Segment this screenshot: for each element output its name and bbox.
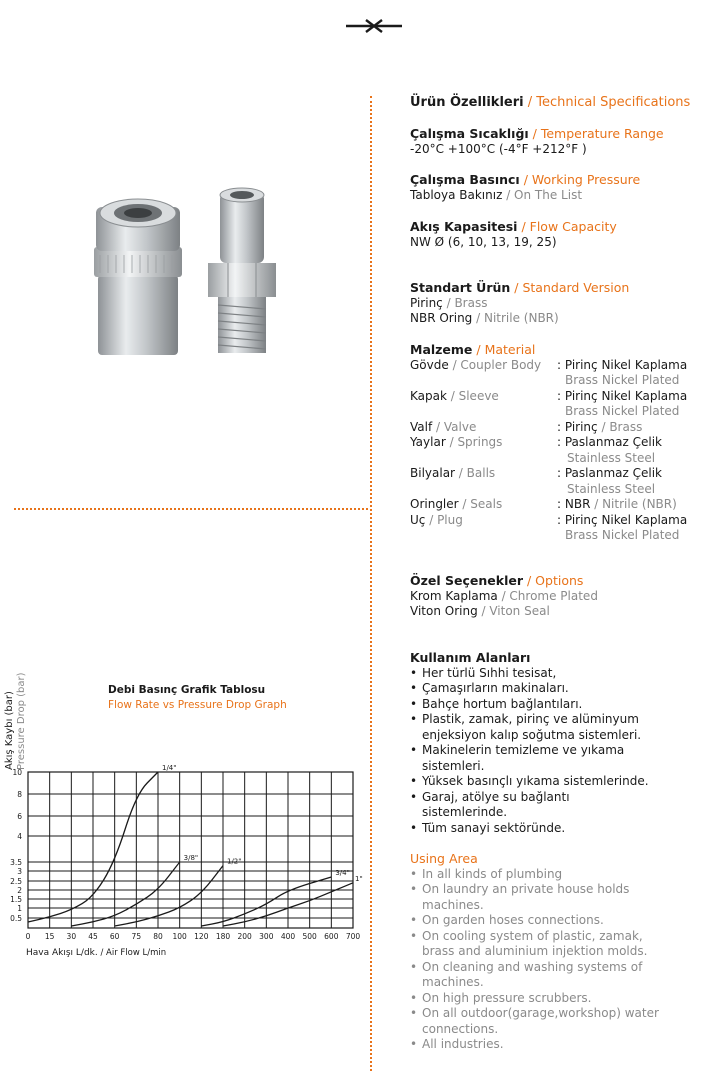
list-item: • Tüm sanayi sektöründe. <box>410 821 650 837</box>
x-tick-label: 15 <box>44 932 55 941</box>
series-line <box>115 866 223 926</box>
usage-tr-list <box>410 666 650 837</box>
material-row-springs: Yaylar / Springs : Paslanmaz Çelik <box>410 435 662 449</box>
list-item: • Makinelerin temizleme ve yıkama sistemleri. <box>410 743 650 774</box>
material-row-plug: Uç / Plug : Pirinç Nikel Kaplama <box>410 512 688 527</box>
series-label: 1" <box>355 874 363 883</box>
temperature-spec: Çalışma Sıcaklığı / Temperature Range -20°C +100°C (-4°F +212°F ) <box>410 126 664 156</box>
list-item: • On high pressure scrubbers. <box>410 991 670 1007</box>
plot-frame <box>28 772 353 928</box>
chart-subtitle: Flow Rate vs Pressure Drop Graph <box>108 699 287 711</box>
chart-title-block <box>108 683 287 713</box>
coupler-body <box>94 199 182 355</box>
material-row-seals: Oringler / Seals : NBR / Nitrile (NBR) <box>410 497 677 511</box>
x-tick-label: 30 <box>66 932 77 941</box>
series-label: 3/4" <box>335 869 350 877</box>
list-item: • Plastik, zamak, pirinç ve alüminyum enjeksiyon kalıp soğutma sistemleri. <box>410 712 650 743</box>
y-tick-label: 1 <box>17 904 22 913</box>
list-item: • Yüksek basınçlı yıkama sistemlerinde. <box>410 774 650 790</box>
x-tick-label: 200 <box>237 932 252 941</box>
y-tick-label: 10 <box>12 768 22 777</box>
pressure-drop-chart <box>0 760 370 945</box>
x-tick-label: 75 <box>131 932 142 941</box>
options-spec: Özel Seçenekler / Options Krom Kaplama / Chrome Plated Viton Oring / Viton Seal <box>410 573 598 618</box>
chart-x-label: Hava Akışı L/dk. / Air Flow L/min <box>26 948 167 958</box>
x-tick-label: 180 <box>215 932 231 941</box>
x-tick-label: 60 <box>109 932 120 941</box>
material-row-valve: Valf / Valve : Pirinç / Brass <box>410 419 643 434</box>
brand-logo-mark <box>344 16 404 36</box>
y-tick-label: 3.5 <box>10 858 22 867</box>
list-item: • Garaj, atölye su bağlantı sistemlerinde. <box>410 790 650 821</box>
flow-spec: Akış Kapasitesi / Flow Capacity NW Ø (6, 10, 13, 19, 25) <box>410 219 617 249</box>
series-label: 1/4" <box>162 764 177 772</box>
list-item: • In all kinds of plumbing <box>410 867 670 883</box>
series-label: 3/8" <box>183 854 199 862</box>
y-tick-label: 6 <box>17 812 22 821</box>
y-tick-label: 8 <box>17 790 22 799</box>
series-label: 1/2" <box>227 857 242 866</box>
specs-title: Ürün Özellikleri / Technical Specifications <box>410 95 691 110</box>
x-tick-label: 600 <box>324 932 339 941</box>
pressure-spec: Çalışma Basıncı / Working Pressure Tabloya Bakınız / On The List <box>410 172 641 202</box>
section-divider <box>14 508 368 510</box>
list-item: • On cleaning and washing systems of machines. <box>410 960 670 991</box>
list-item: • On laundry an private house holds machines. <box>410 882 670 913</box>
list-item: • Her türlü Sıhhi tesisat, <box>410 666 650 682</box>
x-tick-label: 0 <box>25 932 31 941</box>
usage-tr: Kullanım Alanları • Her türlü Sıhhi tesisat, • Çamaşırların makinaları. • Bahçe hortum bağlantıları. • Plastik, zamak, pirinç ve alüminyum enjeksiyon kalıp soğutma sistemleri. • Makinelerin temizleme ve yıkama sistemleri. • Yüksek basınçlı yıkama sistemlerinde. • Garaj, atölye su bağlantı sistemlerinde. • Tüm sanayi sektöründe. <box>410 650 650 836</box>
plug-body <box>208 188 276 353</box>
product-photo <box>80 185 280 365</box>
standard-spec: Standart Ürün / Standard Version Pirinç / Brass NBR Oring / Nitrile (NBR) <box>410 280 630 325</box>
x-tick-label: 400 <box>280 932 296 941</box>
material-row-body: Gövde / Coupler Body : Pirinç Nikel Kaplama <box>410 357 688 372</box>
list-item: • Bahçe hortum bağlantıları. <box>410 697 650 713</box>
list-item: • All industries. <box>410 1037 670 1053</box>
list-item: • On cooling system of plastic, zamak, brass and aluminium injektion molds. <box>410 929 670 960</box>
usage-en-list <box>410 867 670 1053</box>
y-tick-label: 2 <box>17 886 22 895</box>
x-tick-label: 45 <box>88 932 98 941</box>
x-tick-label: 100 <box>172 932 187 941</box>
y-tick-label: 0.5 <box>10 914 22 923</box>
x-tick-label: 500 <box>302 932 317 941</box>
list-item: • On garden hoses connections. <box>410 913 670 929</box>
material-row-balls: Bilyalar / Balls : Paslanmaz Çelik <box>410 466 662 480</box>
x-tick-label: 700 <box>345 932 361 941</box>
usage-en: Using Area • In all kinds of plumbing • On laundry an private house holds machines. • On garden hoses connections. • On cooling system of plastic, zamak, brass and aluminium injektion molds. • On cleaning and washing systems of machines. • On high pressure scrubbers. • On all outdoor(garage,workshop) water connections. • All industries. <box>410 851 670 1053</box>
x-tick-label: 300 <box>259 932 274 941</box>
series-line <box>71 862 179 926</box>
x-tick-label: 80 <box>153 932 163 941</box>
list-item: • On all outdoor(garage,workshop) water connections. <box>410 1006 670 1037</box>
chart-title: Debi Basınç Grafik Tablosu <box>108 684 266 696</box>
material-spec: Malzeme / Material Gövde / Coupler Body : Pirinç Nikel Kaplama Brass Nickel Plated Kapak / Sleeve : Pirinç Nikel Kaplama Brass Nickel Plated Valf / Valve : Pirinç / Brass Yaylar / Springs : Paslanmaz Çelik Stainless Steel Bilyalar / Balls : Paslanmaz Çelik Stainless Steel Oringler / Seals : NBR / Nitrile (NBR) Uç / Plug : Pirinç Nikel Kaplama Brass Nickel Plated <box>410 342 710 544</box>
x-tick-label: 120 <box>194 932 209 941</box>
y-tick-label: 1.5 <box>10 895 22 904</box>
list-item: • Çamaşırların makinaları. <box>410 681 650 697</box>
y-tick-label: 2.5 <box>10 877 22 886</box>
y-tick-label: 4 <box>17 832 22 841</box>
column-divider <box>370 96 372 1071</box>
y-tick-label: 3 <box>17 867 22 876</box>
material-row-sleeve: Kapak / Sleeve : Pirinç Nikel Kaplama <box>410 388 688 403</box>
chart-y-label: Akış Kaybı (bar) Pressure Drop (bar) <box>4 672 27 770</box>
